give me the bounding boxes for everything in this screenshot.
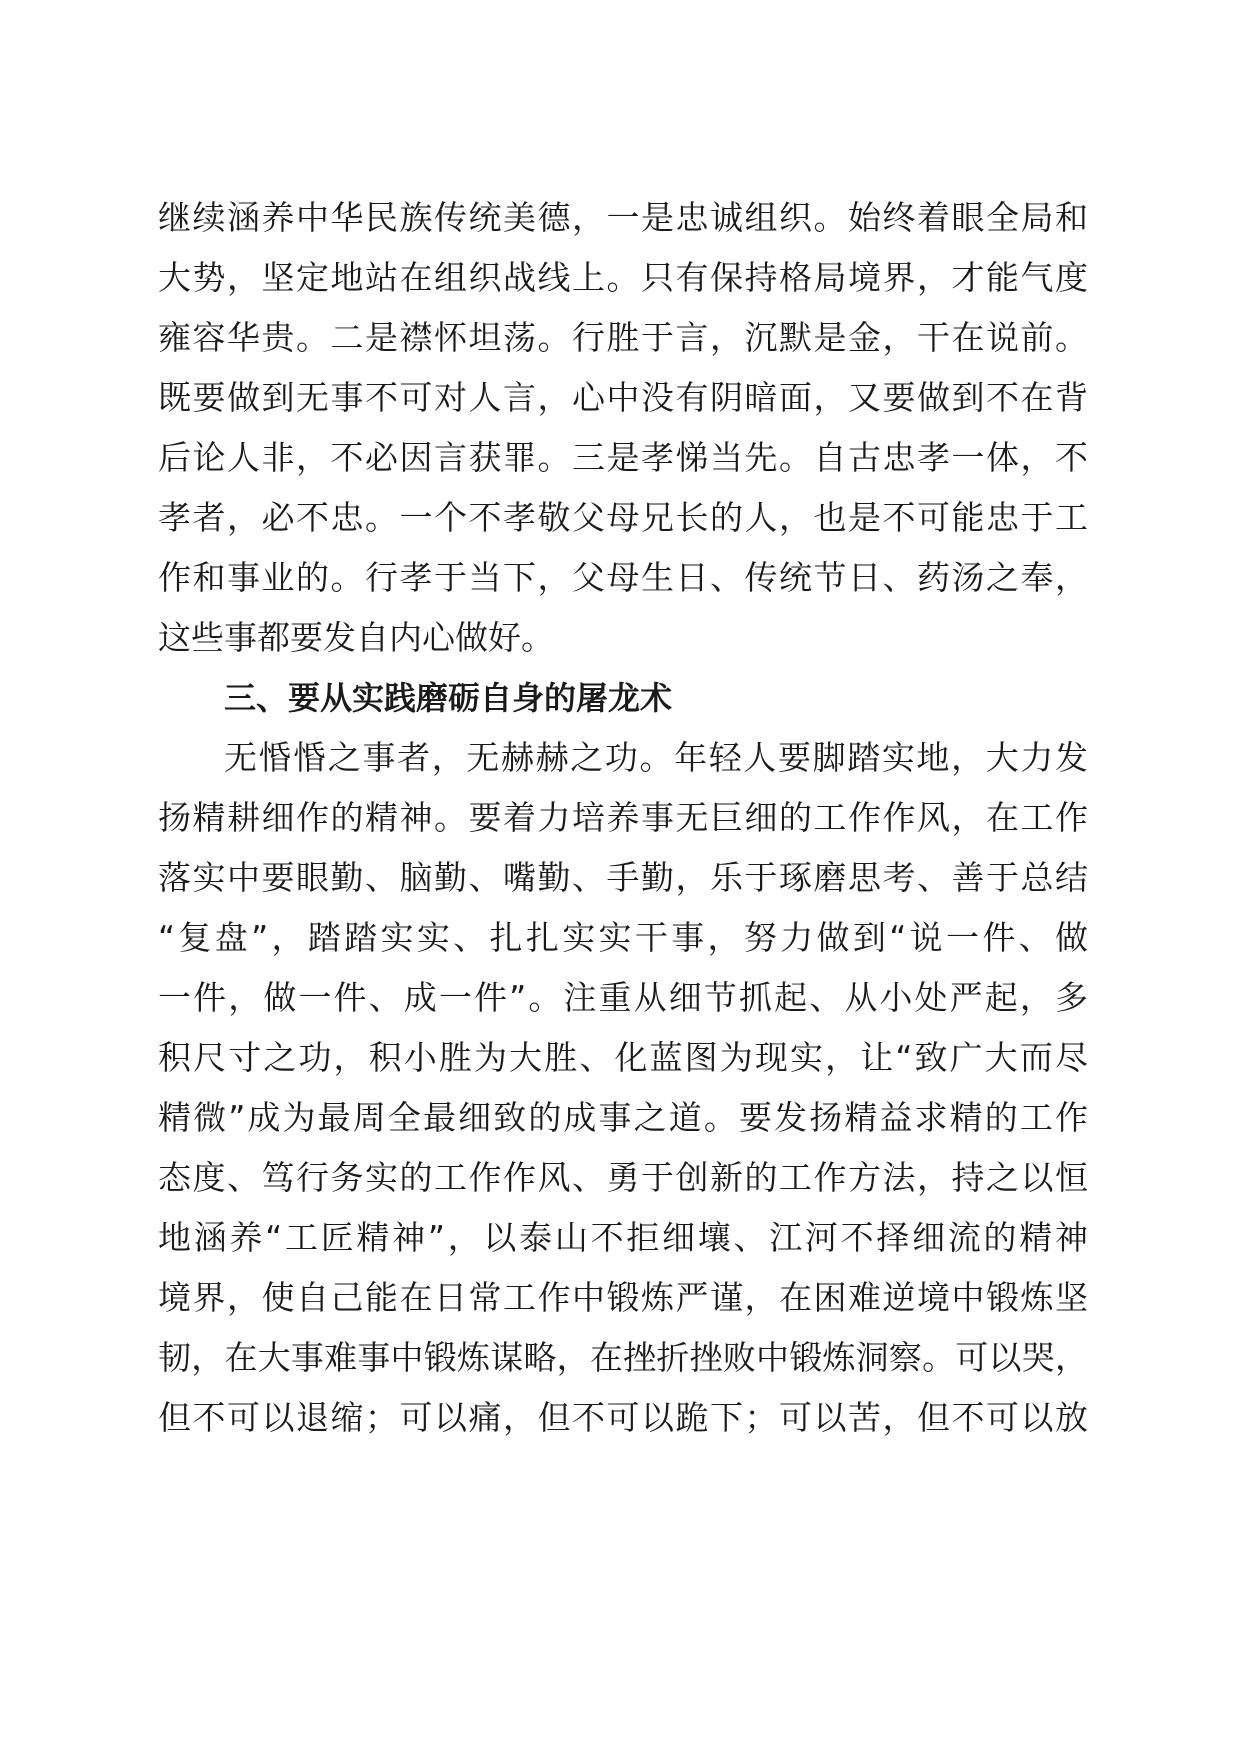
paragraph-line: 继续涵养中华民族传统美德，一是忠诚组织。始终着眼全局和	[158, 198, 1088, 237]
paragraph-line: 韧，在大事难事中锻炼谋略，在挫折挫败中锻炼洞察。可以哭，	[158, 1338, 1088, 1377]
paragraph-line: 地涵养“工匠精神”，以泰山不拒细壤、江河不择细流的精神	[158, 1218, 1088, 1257]
paragraph-traditional-virtues	[158, 188, 1088, 668]
paragraph-line: 精微”成为最周全最细致的成事之道。要发扬精益求精的工作	[158, 1098, 1088, 1137]
paragraph-line: 无惛惛之事者，无赫赫之功。年轻人要脚踏实地，大力发	[224, 738, 1088, 777]
paragraph-line: “复盘”，踏踏实实、扎扎实实干事，努力做到“说一件、做	[158, 918, 1088, 957]
paragraph-practice	[158, 728, 1088, 1448]
paragraph-line: 孝者，必不忠。一个不孝敬父母兄长的人，也是不可能忠于工	[158, 498, 1088, 537]
paragraph-line: 境界，使自己能在日常工作中锻炼严谨，在困难逆境中锻炼坚	[158, 1278, 1088, 1317]
paragraph-line: 后论人非，不必因言获罪。三是孝悌当先。自古忠孝一体，不	[158, 438, 1088, 477]
paragraph-line: 积尺寸之功，积小胜为大胜、化蓝图为现实，让“致广大而尽	[158, 1038, 1088, 1077]
page-body	[158, 188, 1088, 1448]
paragraph-line: 但不可以退缩；可以痛，但不可以跪下；可以苦，但不可以放	[158, 1398, 1088, 1437]
paragraph-line: 一件，做一件、成一件”。注重从细节抓起、从小处严起，多	[158, 978, 1088, 1017]
paragraph-line: 作和事业的。行孝于当下，父母生日、传统节日、药汤之奉，	[158, 558, 1088, 597]
paragraph-line: 既要做到无事不可对人言，心中没有阴暗面，又要做到不在背	[158, 378, 1088, 417]
paragraph-line: 落实中要眼勤、脑勤、嘴勤、手勤，乐于琢磨思考、善于总结	[158, 858, 1088, 897]
paragraph-line: 雍容华贵。二是襟怀坦荡。行胜于言，沉默是金，干在说前。	[158, 318, 1088, 357]
paragraph-line: 大势，坚定地站在组织战线上。只有保持格局境界，才能气度	[158, 258, 1088, 297]
paragraph-line: 态度、笃行务实的工作作风、勇于创新的工作方法，持之以恒	[158, 1158, 1088, 1197]
section-heading: 三、要从实践磨砺自身的屠龙术	[224, 679, 673, 717]
paragraph-line: 这些事都要发自内心做好。	[158, 618, 554, 657]
paragraph-line: 扬精耕细作的精神。要着力培养事无巨细的工作作风，在工作	[158, 798, 1088, 837]
